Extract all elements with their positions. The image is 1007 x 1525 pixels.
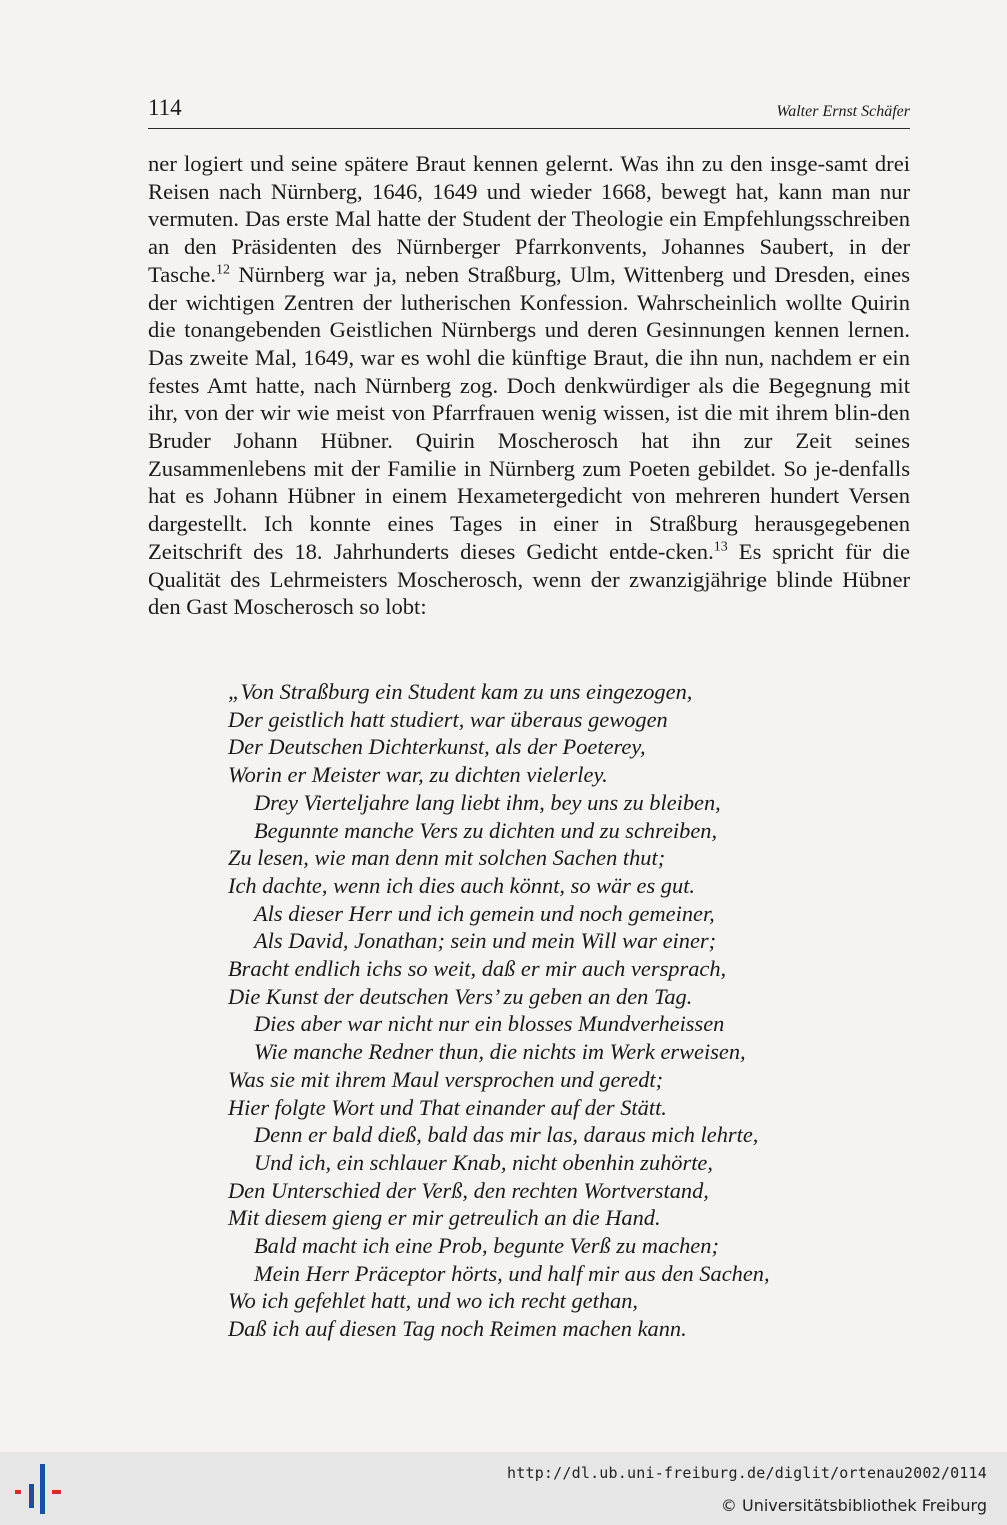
poem-line: Als David, Jonathan; sein und mein Will war einer; [254, 928, 717, 954]
poem-line: Bracht endlich ichs so weit, daß er mir auch versprach, [228, 956, 727, 982]
poem-line: Worin er Meister war, zu dichten vielerley. [228, 762, 608, 788]
poem-line: Wie manche Redner thun, die nichts im Werk erweisen, [254, 1039, 746, 1065]
copyright-notice: © Universitätsbibliothek Freiburg [720, 1496, 987, 1515]
poem-quotation [228, 678, 868, 1343]
footnote-ref-12[interactable]: 12 [216, 262, 231, 278]
page-header [148, 94, 910, 129]
poem-line: Mein Herr Präceptor hörts, und half mir aus den Sachen, [254, 1260, 770, 1286]
poem-line: Dies aber war nicht nur ein blosses Mundverheissen [254, 1011, 725, 1037]
page-number: 114 [148, 95, 182, 120]
poem-line: Bald macht ich eine Prob, begunte Verß zu machen; [254, 1233, 719, 1259]
poem-line: Als dieser Herr und ich gemein und noch gemeiner, [254, 900, 715, 926]
poem-line: Begunnte manche Vers zu dichten und zu schreiben, [254, 817, 718, 843]
poem-line: Wo ich gefehlet hatt, und wo ich recht gethan, [228, 1288, 639, 1314]
digital-library-footer [0, 1452, 1007, 1525]
poem-line: Daß ich auf diesen Tag noch Reimen machen kann. [228, 1316, 687, 1342]
poem-line: Zu lesen, wie man denn mit solchen Sachen thut; [228, 845, 666, 871]
poem-line: Was sie mit ihrem Maul versprochen und geredt; [228, 1066, 664, 1092]
poem-line: „Von Straßburg ein Student kam zu uns eingezogen, [228, 679, 693, 704]
poem-line: Hier folgte Wort und That einander auf der Stätt. [228, 1094, 667, 1120]
ub-freiburg-logo-icon[interactable] [14, 1464, 64, 1514]
poem-line: Denn er bald dieß, bald das mir las, daraus mich lehrte, [254, 1122, 759, 1148]
poem-line: Der geistlich hatt studiert, war überaus gewogen [228, 706, 668, 732]
permalink-url[interactable]: http://dl.ub.uni-freiburg.de/diglit/ortenau2002/0114 [507, 1464, 987, 1482]
poem-line: Der Deutschen Dichterkunst, als der Poeterey, [228, 734, 646, 760]
poem-line: Die Kunst der deutschen Vers’ zu geben an den Tag. [228, 983, 693, 1009]
poem-line: Und ich, ein schlauer Knab, nicht obenhin zuhörte, [254, 1149, 713, 1175]
running-head-author: Walter Ernst Schäfer [776, 103, 910, 120]
body-paragraph [148, 150, 910, 621]
body-text-part-3: Es spricht für die Qualität des Lehrmeisters Moscherosch, wenn der zwanzigjährige blinde Hübner den Gast Moscherosch so lobt: [148, 538, 910, 620]
body-text-part-1: ner logiert und seine spätere Braut kennen gelernt. Was ihn zu den insge-samt drei Reisen nach Nürnberg, 1646, 1649 und wieder 1668, bewegt hat, kann man nur vermuten. Das erste Mal hatte der Student der Theologie ein Empfehlungsschreiben an den Präsidenten des Nürnberger Pfarrkonvents, Johannes Saubert, in der Tasche. [148, 151, 910, 287]
poem-line: Drey Vierteljahre lang liebt ihm, bey uns zu bleiben, [254, 789, 721, 815]
footnote-ref-13[interactable]: 13 [713, 539, 728, 555]
poem-line: Den Unterschied der Verß, den rechten Wortverstand, [228, 1177, 709, 1203]
body-text-part-2: Nürnberg war ja, neben Straßburg, Ulm, Wittenberg und Dresden, eines der wichtigen Zentren der lutherischen Konfession. Wahrscheinlich wollte Quirin die tonangebenden Geistlichen Nürnbergs und deren Gesinnungen kennen lernen. Das zweite Mal, 1649, war es wohl die künftige Braut, die ihn nun, nachdem er ein festes Amt hatte, nach Nürnberg zog. Doch denkwürdiger als die Begegnung mit ihr, von der wir wie meist von Pfarrfrauen wenig wissen, ist die mit ihrem blin-den Bruder Johann Hübner. Quirin Moscherosch hat ihn zur Zeit seines Zusammenlebens mit der Familie in Nürnberg zum Poeten gebildet. So je-denfalls hat es Johann Hübner in einem Hexametergedicht von mehreren hundert Versen dargestellt. Ich konnte eines Tages in einer in Straßburg herausgegebenen Zeitschrift des 18. Jahrhunderts dieses Gedicht entde-cken. [148, 261, 910, 564]
poem-line: Mit diesem gieng er mir getreulich an die Hand. [228, 1205, 661, 1231]
poem-line: Ich dachte, wenn ich dies auch könnt, so wär es gut. [228, 872, 696, 898]
